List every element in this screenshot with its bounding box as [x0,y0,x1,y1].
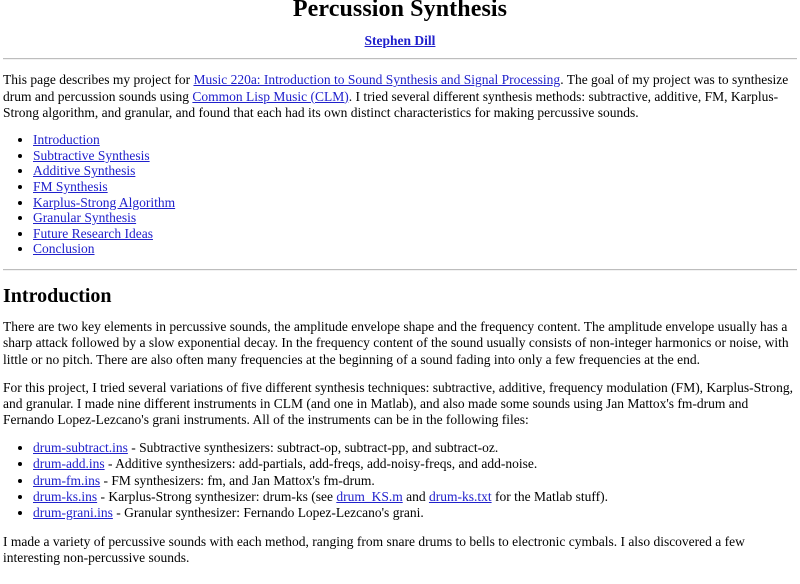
list-item [33,195,797,211]
list-item [33,179,797,195]
list-item [33,226,797,242]
intro-paragraph [3,72,797,121]
file-desc-drum-ks-part1: - Karplus-Strong synthesizer: drum-ks (see [97,488,337,504]
list-item [33,456,797,472]
list-item [33,505,797,521]
toc-link-conclusion[interactable]: Conclusion [33,241,95,257]
toc-link-fm-synthesis[interactable]: FM Synthesis [33,178,108,194]
list-item [33,440,797,456]
intro-text-part1: This page describes my project for [3,72,194,88]
toc-link-granular-synthesis[interactable]: Granular Synthesis [33,210,137,226]
author-link[interactable]: Stephen Dill [364,33,436,48]
file-link-drum-add[interactable]: drum-add.ins [33,456,105,472]
file-desc-drum-fm: - FM synthesizers: fm, and Jan Mattox's fm-drum. [100,472,375,488]
list-item [33,148,797,164]
course-link[interactable]: Music 220a: Introduction to Sound Synthesis and Signal Processing [193,72,561,88]
byline [3,33,797,49]
intro-text-part2: . The goal of my project was to synthesize drum and percussion sounds using [3,72,789,104]
file-desc-drum-add: - Additive synthesizers: add-partials, add-freqs, add-noisy-freqs, and add-noise. [104,456,538,472]
toc-link-additive-synthesis[interactable]: Additive Synthesis [33,163,136,179]
list-item [33,132,797,148]
file-link-drum-ks[interactable]: drum-ks.ins [33,488,98,504]
header-divider [3,58,797,60]
file-link-drum-grani[interactable]: drum-grani.ins [33,505,113,521]
list-item [33,163,797,179]
table-of-contents [3,132,797,257]
list-item [33,473,797,489]
instrument-file-list [3,440,797,522]
toc-link-karplus-strong-algorithm[interactable]: Karplus-Strong Algorithm [33,194,176,210]
clm-link[interactable]: Common Lisp Music (CLM) [192,88,349,104]
introduction-paragraph-2: For this project, I tried several variations of five different synthesis techniques: subtractive, additive, frequency modulation (FM), Karplus-Strong, and granular. I made nine different instruments in CLM (and one in Matlab), and also made some sounds using Jan Mattox's fm-drum and Fernando Lopez-Lezcano's grani instruments. All of the instruments can be in the following files: [3,379,794,428]
toc-link-future-research-ideas[interactable]: Future Research Ideas [33,225,153,241]
section-divider [3,269,797,271]
file-desc-drum-subtract: - Subtractive synthesizers: subtract-op, subtract-pp, and subtract-oz. [127,439,499,455]
file-desc-drum-ks-part2: and [402,488,429,504]
list-item [33,241,797,257]
file-link-drum-fm[interactable]: drum-fm.ins [33,472,101,488]
introduction-heading: Introduction [3,284,112,307]
file-link-drum-subtract[interactable]: drum-subtract.ins [33,439,128,455]
introduction-paragraph-1: There are two key elements in percussive sounds, the amplitude envelope shape and the frequency content. The amplitude envelope usually has a sharp attack followed by a slow exponential decay. In the frequency content of the sound usually consists of non-integer harmonics or noise, with little or no pitch. There are also often many frequencies at the beginning of a sound fading into only a few frequencies at the end. [3,318,789,367]
file-link-drum-ks-txt[interactable]: drum-ks.txt [428,488,492,504]
list-item [33,210,797,226]
list-item [33,489,797,505]
toc-link-subtractive-synthesis[interactable]: Subtractive Synthesis [33,147,150,163]
file-desc-drum-grani: - Granular synthesizer: Fernando Lopez-Lezcano's grani. [112,505,424,521]
introduction-paragraph-3: I made a variety of percussive sounds with each method, ranging from snare drums to bells to electronic cymbals. I also discovered a few interesting non-percussive sounds. [3,533,745,566]
file-link-drum-ks-matlab-m[interactable]: drum_KS.m [336,488,403,504]
file-desc-drum-ks-part3: for the Matlab stuff). [491,488,608,504]
page-title: Percussion Synthesis [292,0,508,22]
toc-link-introduction[interactable]: Introduction [33,132,100,148]
intro-text-part3: . I tried several different synthesis methods: subtractive, additive, FM, Karplus-Strong algorithm, and granular, and found that each had its own distinct characteristics for making percussive sounds. [3,88,779,120]
